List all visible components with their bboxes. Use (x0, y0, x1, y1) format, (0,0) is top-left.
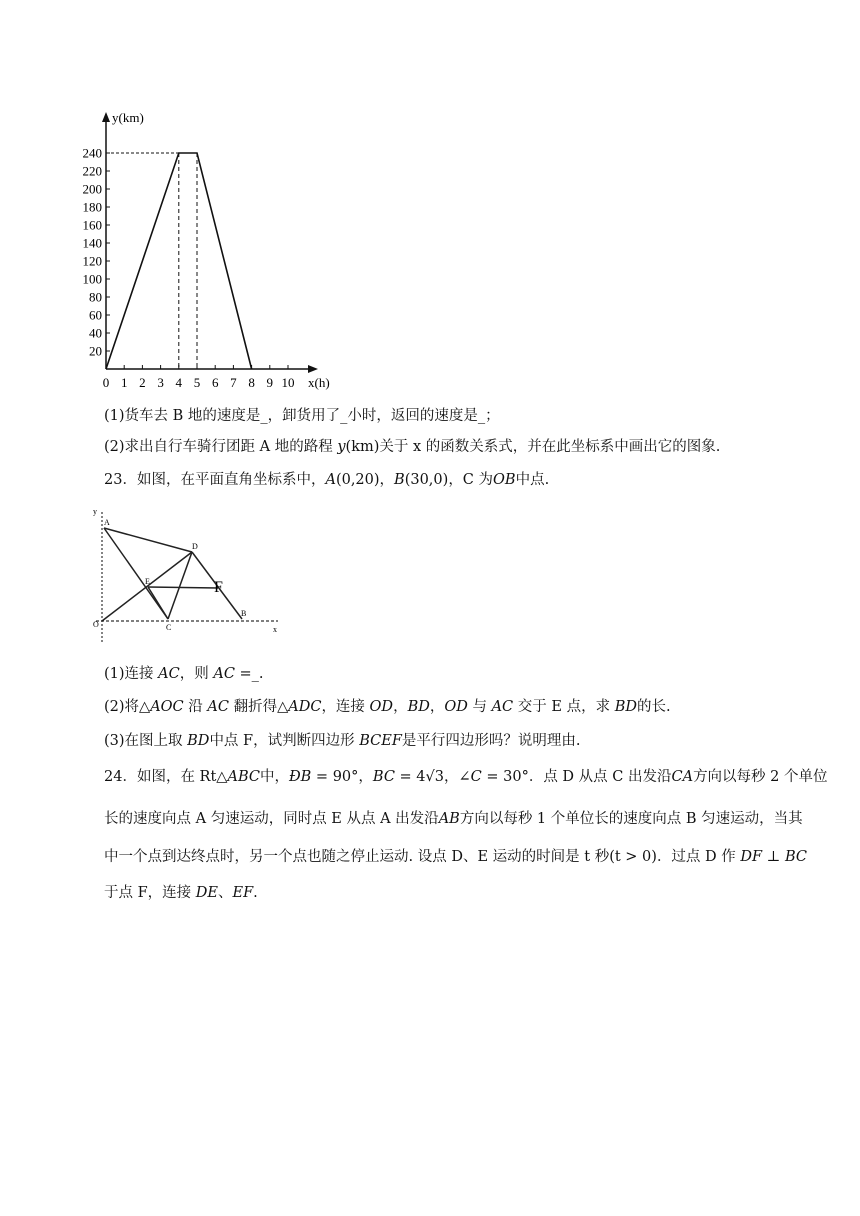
y-tick-label-180: 180 (82, 199, 102, 215)
x-tick-label-1: 1 (120, 375, 128, 390)
q23-label-O: O (93, 620, 99, 629)
y-tick-label-160: 160 (82, 217, 102, 233)
y-axis-arrow (102, 112, 110, 122)
q23-segment-EF (148, 587, 218, 588)
q23-label-F: F (214, 579, 223, 596)
q23-label-A: A (104, 518, 110, 527)
q22-part2: (2)求出自行车骑行团距 A 地的路程 y(km)关于 x 的函数关系式，并在此坐标系中画出它的图象. (104, 439, 721, 455)
y-tick-label-240: 240 (82, 145, 102, 161)
y-tick-label-220: 220 (82, 163, 102, 179)
q23-segment-OD (102, 552, 192, 621)
q24-line2: 长的速度向点 A 匀速运动，同时点 E 从点 A 出发沿AB方向以每秒 1 个单位长的速度向点 B 匀速运动，当其 (104, 811, 803, 827)
q23-segment-AD (104, 528, 192, 552)
q23-label-E: E (145, 577, 150, 586)
x-tick-label-9: 9 (266, 375, 274, 390)
x-axis-label: x(h) (308, 375, 330, 390)
q23-stem: 23．如图，在平面直角坐标系中，A(0,20)，B(30,0)，C 为OB中点. (104, 472, 550, 488)
y-tick-label-100: 100 (82, 271, 102, 287)
x-tick-label-10: 10 (281, 375, 295, 390)
q22-part1: (1)货车去 B 地的速度是_，卸货用了_小时，返回的速度是_； (104, 408, 500, 424)
q23-part1: (1)连接 AC，则 AC =_. (104, 666, 264, 682)
distance-time-graph (70, 104, 360, 394)
y-tick-label-40: 40 (89, 325, 102, 341)
y-axis-label: y(km) (112, 110, 144, 125)
y-tick-label-20: 20 (89, 343, 102, 359)
x-tick-label-0: 0 (102, 375, 110, 390)
x-tick-label-2: 2 (139, 375, 146, 390)
q23-part2: (2)将△AOC 沿 AC 翻折得△ADC，连接 OD，BD，OD 与 AC 交于 E 点，求 BD的长. (104, 699, 671, 715)
q23-part3: (3)在图上取 BD中点 F，试判断四边形 BCEF是平行四边形吗？说明理由. (104, 733, 581, 749)
q23-segment-AC (104, 528, 168, 619)
q23-label-C: C (166, 623, 172, 632)
x-tick-label-7: 7 (230, 375, 237, 390)
x-tick-label-8: 8 (248, 375, 255, 390)
q23-label-D: D (192, 542, 198, 551)
q23-label-y: y (93, 507, 97, 516)
y-tick-label-60: 60 (89, 307, 102, 323)
q24-line1: 24．如图，在 Rt△ABC中，ÐB = 90°，BC = 4√3，∠C = 30°．点 D 从点 C 出发沿CA方向以每秒 2 个单位 (104, 769, 828, 785)
x-tick-label-4: 4 (175, 375, 183, 390)
y-tick-label-120: 120 (82, 253, 102, 269)
q23-segment-EC (148, 587, 168, 619)
y-tick-label-140: 140 (82, 235, 102, 251)
x-axis-arrow (308, 365, 318, 373)
q23-label-x: x (273, 625, 277, 634)
y-tick-label-200: 200 (82, 181, 102, 197)
q24-line4: 于点 F，连接 DE、EF. (104, 885, 258, 901)
x-tick-label-6: 6 (211, 375, 219, 390)
x-tick-label-5: 5 (193, 375, 201, 390)
x-tick-label-3: 3 (157, 375, 164, 390)
q23-figure (90, 504, 290, 652)
y-tick-label-80: 80 (89, 289, 102, 305)
q23-label-B: B (241, 609, 247, 618)
q24-line3: 中一个点到达终点时，另一个点也随之停止运动. 设点 D、E 运动的时间是 t 秒(t > 0)．过点 D 作 DF ⊥ BC (104, 849, 807, 865)
